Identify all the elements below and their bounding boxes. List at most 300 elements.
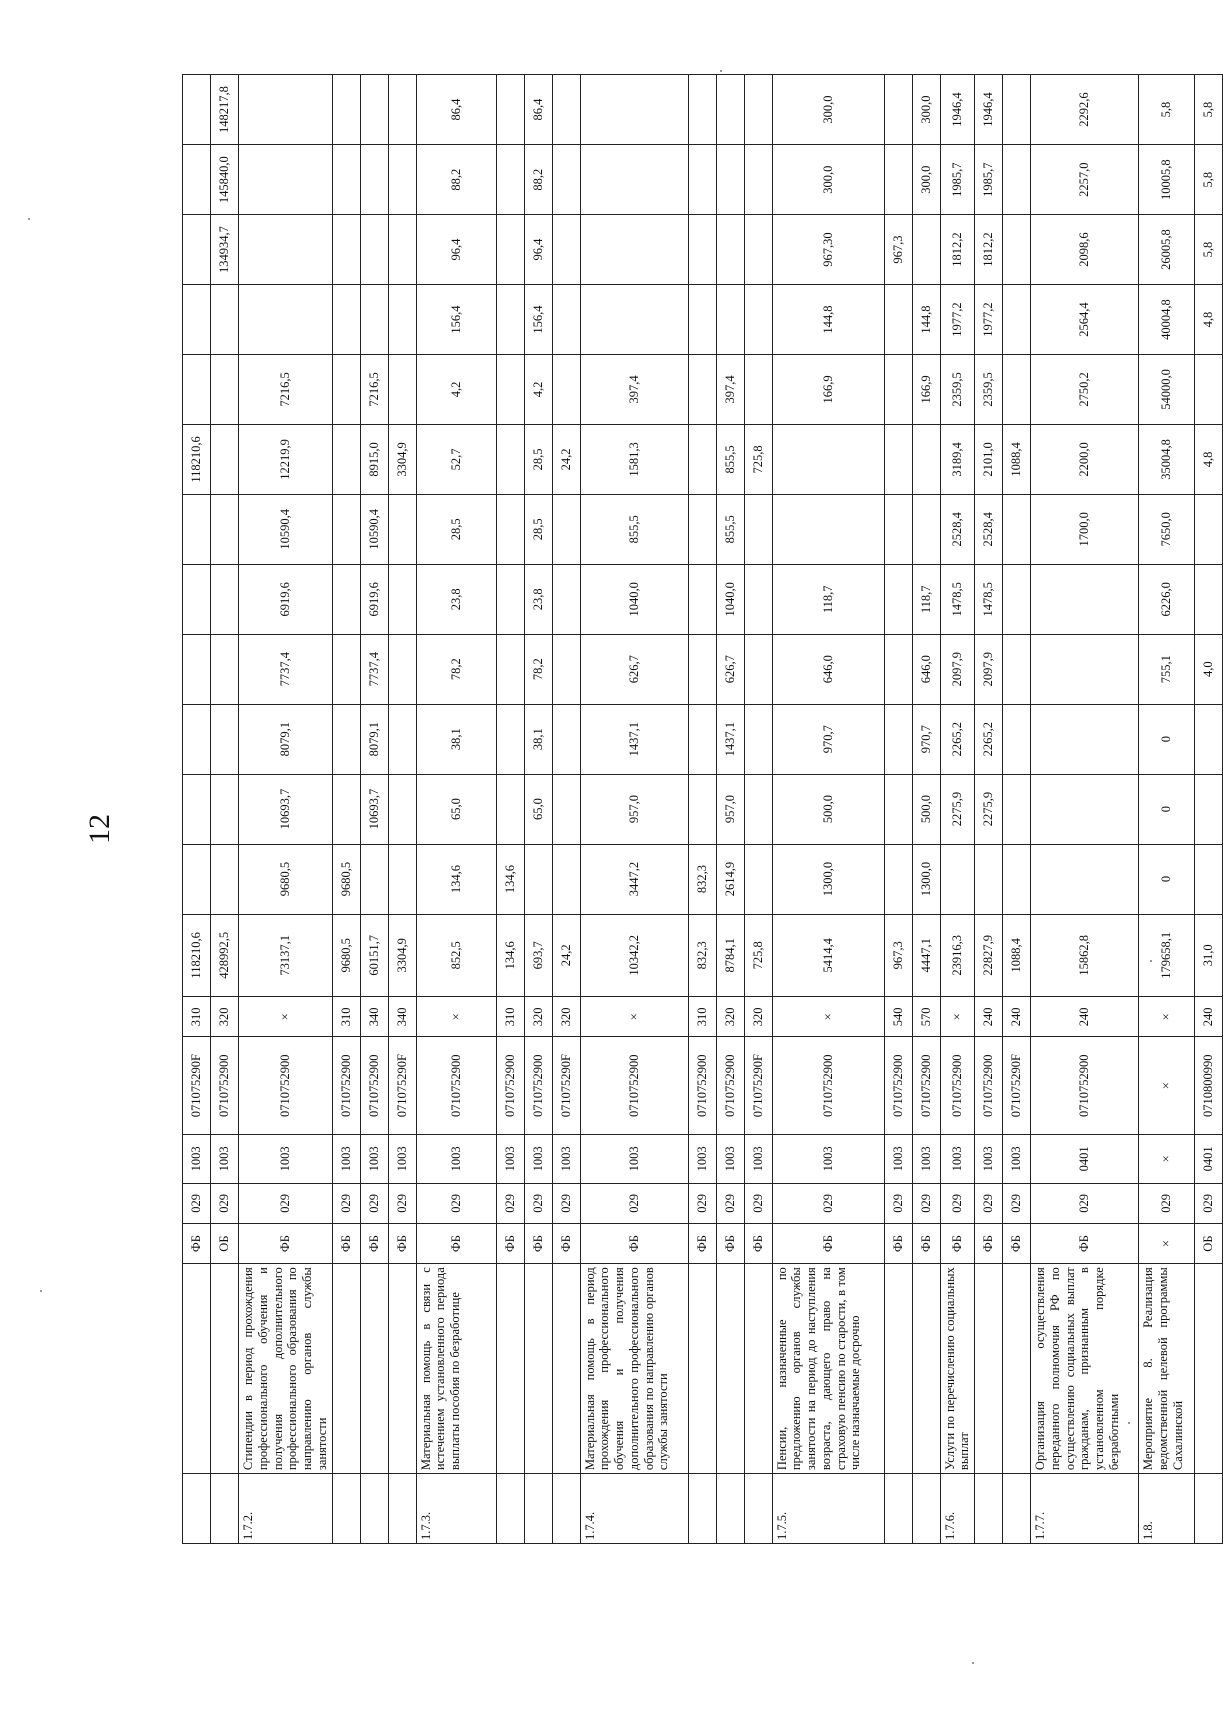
code-cell: 240 xyxy=(1003,997,1031,1037)
row-index-cell xyxy=(496,1474,524,1544)
code-cell: ФБ xyxy=(912,1223,940,1263)
year-value-cell xyxy=(211,355,239,425)
code-cell: 1003 xyxy=(912,1134,940,1183)
table-row xyxy=(1003,75,1031,1544)
year-value-cell: 2528,4 xyxy=(940,494,975,564)
year-value-cell xyxy=(716,145,744,215)
total-cell: 693,7 xyxy=(524,914,552,997)
year-value-cell xyxy=(688,704,716,774)
description-cell: Материальная помощь в период прохождения профессионального обучения и получения дополнительного профессионального образования по направлению органов службы занятости xyxy=(580,1264,688,1474)
year-value-cell: 4,2 xyxy=(416,355,496,425)
year-value-cell: 8079,1 xyxy=(360,704,388,774)
year-value-cell xyxy=(884,494,912,564)
code-cell: 029 xyxy=(884,1183,912,1223)
year-value-cell xyxy=(580,285,688,355)
year-value-cell: 4,2 xyxy=(524,355,552,425)
year-value-cell: 7216,5 xyxy=(360,355,388,425)
year-value-cell: 5,8 xyxy=(1195,75,1223,145)
table-row xyxy=(744,75,772,1544)
year-value-cell: 38,1 xyxy=(416,704,496,774)
year-value-cell: 8079,1 xyxy=(239,704,333,774)
code-cell: 0710752900 xyxy=(239,1037,333,1135)
year-value-cell: 2564,4 xyxy=(1031,285,1139,355)
year-value-cell: 2750,2 xyxy=(1031,355,1139,425)
year-value-cell xyxy=(239,145,333,215)
year-value-cell xyxy=(716,285,744,355)
description-cell xyxy=(183,1264,211,1474)
year-value-cell xyxy=(211,634,239,704)
year-value-cell: 957,0 xyxy=(580,774,688,844)
year-value-cell xyxy=(1003,634,1031,704)
year-value-cell: 4,8 xyxy=(1195,285,1223,355)
year-value-cell xyxy=(552,494,580,564)
year-value-cell: 24,2 xyxy=(552,424,580,494)
total-cell: 179658,1 xyxy=(1139,914,1195,997)
year-value-cell: 145840,0 xyxy=(211,145,239,215)
code-cell: × xyxy=(580,997,688,1037)
year-value-cell: 967,3 xyxy=(884,215,912,285)
code-cell: ФБ xyxy=(239,1223,333,1263)
row-index-cell: 1.7.3. xyxy=(416,1474,496,1544)
code-cell: 340 xyxy=(360,997,388,1037)
code-cell: ФБ xyxy=(940,1223,975,1263)
year-value-cell: 970,7 xyxy=(912,704,940,774)
code-cell: 029 xyxy=(416,1183,496,1223)
year-value-cell: 156,4 xyxy=(524,285,552,355)
year-value-cell xyxy=(1031,704,1139,774)
table-row xyxy=(239,75,333,1544)
description-cell xyxy=(388,1264,416,1474)
year-value-cell: 148217,8 xyxy=(211,75,239,145)
year-value-cell xyxy=(884,634,912,704)
row-index-cell xyxy=(211,1474,239,1544)
year-value-cell: 10590,4 xyxy=(239,494,333,564)
total-cell: 9680,5 xyxy=(332,914,360,997)
code-cell: 1003 xyxy=(1003,1134,1031,1183)
code-cell: 1003 xyxy=(580,1134,688,1183)
row-index-cell xyxy=(524,1474,552,1544)
year-value-cell: 118210,6 xyxy=(183,424,211,494)
code-cell: 320 xyxy=(552,997,580,1037)
year-value-cell xyxy=(552,355,580,425)
total-cell: 15862,8 xyxy=(1031,914,1139,997)
scan-speck xyxy=(720,70,722,72)
code-cell: 029 xyxy=(744,1183,772,1223)
year-value-cell xyxy=(360,145,388,215)
year-value-cell: 118,7 xyxy=(772,564,884,634)
code-cell: 0710752900 xyxy=(884,1037,912,1135)
year-value-cell: 7650,0 xyxy=(1139,494,1195,564)
code-cell: 029 xyxy=(716,1183,744,1223)
total-cell: 967,3 xyxy=(884,914,912,997)
year-value-cell: 7737,4 xyxy=(360,634,388,704)
year-value-cell: 1700,0 xyxy=(1031,494,1139,564)
year-value-cell: 54000,0 xyxy=(1139,355,1195,425)
year-value-cell: 166,9 xyxy=(912,355,940,425)
year-value-cell: 118,7 xyxy=(912,564,940,634)
year-value-cell: 500,0 xyxy=(912,774,940,844)
code-cell: 1003 xyxy=(211,1134,239,1183)
row-index-cell xyxy=(360,1474,388,1544)
year-value-cell xyxy=(183,215,211,285)
year-value-cell xyxy=(884,355,912,425)
code-cell: 310 xyxy=(496,997,524,1037)
year-value-cell: 3304,9 xyxy=(388,424,416,494)
year-value-cell: 7737,4 xyxy=(239,634,333,704)
total-cell: 73137,1 xyxy=(239,914,333,997)
year-value-cell xyxy=(388,75,416,145)
code-cell: 320 xyxy=(744,997,772,1037)
year-value-cell xyxy=(388,844,416,914)
year-value-cell: 2359,5 xyxy=(940,355,975,425)
year-value-cell: 967,30 xyxy=(772,215,884,285)
year-value-cell: 23,8 xyxy=(416,564,496,634)
year-value-cell: 1040,0 xyxy=(580,564,688,634)
year-value-cell: 134934,7 xyxy=(211,215,239,285)
scan-speck xyxy=(28,218,30,220)
code-cell: × xyxy=(1139,1037,1195,1135)
code-cell: 320 xyxy=(211,997,239,1037)
year-value-cell xyxy=(211,564,239,634)
row-index-cell xyxy=(912,1474,940,1544)
year-value-cell xyxy=(1003,564,1031,634)
year-value-cell xyxy=(688,215,716,285)
code-cell: 310 xyxy=(183,997,211,1037)
year-value-cell xyxy=(1003,145,1031,215)
rotated-budget-table xyxy=(182,74,1216,1544)
year-value-cell: 1300,0 xyxy=(772,844,884,914)
year-value-cell: 4,0 xyxy=(1195,634,1223,704)
total-cell: 31,0 xyxy=(1195,914,1223,997)
year-value-cell: 10693,7 xyxy=(360,774,388,844)
year-value-cell: 65,0 xyxy=(416,774,496,844)
year-value-cell: 1812,2 xyxy=(940,215,975,285)
year-value-cell: 12219,9 xyxy=(239,424,333,494)
description-cell xyxy=(524,1264,552,1474)
year-value-cell xyxy=(388,494,416,564)
year-value-cell: 0 xyxy=(1139,704,1195,774)
year-value-cell: 28,5 xyxy=(524,424,552,494)
year-value-cell xyxy=(884,844,912,914)
year-value-cell: 2097,9 xyxy=(940,634,975,704)
year-value-cell: 1300,0 xyxy=(912,844,940,914)
year-value-cell xyxy=(211,844,239,914)
year-value-cell: 2097,9 xyxy=(975,634,1003,704)
code-cell: 0710752900 xyxy=(524,1037,552,1135)
year-value-cell: 2257,0 xyxy=(1031,145,1139,215)
table-row xyxy=(332,75,360,1544)
year-value-cell xyxy=(183,355,211,425)
code-cell: 0710752900 xyxy=(496,1037,524,1135)
description-cell: Мероприятие 8. Реализация ведомственной целевой программы Сахалинской xyxy=(1139,1264,1195,1474)
year-value-cell: 2265,2 xyxy=(940,704,975,774)
description-cell: Услуги по перечислению социальных выплат xyxy=(940,1264,975,1474)
year-value-cell xyxy=(239,285,333,355)
year-value-cell xyxy=(688,355,716,425)
year-value-cell xyxy=(552,634,580,704)
year-value-cell xyxy=(332,564,360,634)
code-cell: 1003 xyxy=(552,1134,580,1183)
year-value-cell: 397,4 xyxy=(580,355,688,425)
year-value-cell: 23,8 xyxy=(524,564,552,634)
year-value-cell: 88,2 xyxy=(524,145,552,215)
year-value-cell xyxy=(183,285,211,355)
year-value-cell xyxy=(1031,634,1139,704)
year-value-cell: 3189,4 xyxy=(940,424,975,494)
code-cell: 071075290F xyxy=(744,1037,772,1135)
year-value-cell xyxy=(1195,564,1223,634)
year-value-cell xyxy=(884,704,912,774)
description-cell xyxy=(496,1264,524,1474)
row-index-cell xyxy=(975,1474,1003,1544)
total-cell: 3304,9 xyxy=(388,914,416,997)
year-value-cell: 144,8 xyxy=(912,285,940,355)
year-value-cell xyxy=(1003,494,1031,564)
code-cell: 1003 xyxy=(940,1134,975,1183)
code-cell: 570 xyxy=(912,997,940,1037)
year-value-cell: 646,0 xyxy=(772,634,884,704)
year-value-cell: 2265,2 xyxy=(975,704,1003,774)
code-cell: × xyxy=(772,997,884,1037)
year-value-cell: 626,7 xyxy=(580,634,688,704)
year-value-cell: 957,0 xyxy=(716,774,744,844)
year-value-cell: 646,0 xyxy=(912,634,940,704)
year-value-cell: 725,8 xyxy=(744,424,772,494)
year-value-cell xyxy=(1003,704,1031,774)
year-value-cell xyxy=(183,145,211,215)
year-value-cell xyxy=(884,424,912,494)
year-value-cell xyxy=(388,704,416,774)
year-value-cell: 1946,4 xyxy=(975,75,1003,145)
code-cell: 310 xyxy=(332,997,360,1037)
code-cell: 1003 xyxy=(524,1134,552,1183)
year-value-cell xyxy=(388,215,416,285)
description-cell: Стипендии в период прохождения профессионального обучения и получения дополнительного профессионального образования по направлению органов службы занятости xyxy=(239,1264,333,1474)
year-value-cell: 2614,9 xyxy=(716,844,744,914)
year-value-cell: 1812,2 xyxy=(975,215,1003,285)
code-cell: × xyxy=(940,997,975,1037)
code-cell: 029 xyxy=(1031,1183,1139,1223)
table-row xyxy=(716,75,744,1544)
table-row xyxy=(975,75,1003,1544)
year-value-cell xyxy=(332,634,360,704)
row-index-cell xyxy=(1003,1474,1031,1544)
description-cell: Пенсии, назначенные по предложению органов службы занятости на период до наступления возраста, дающего право на страховую пенсию по старости, в том числе назначаемые досрочно xyxy=(772,1264,884,1474)
code-cell: 320 xyxy=(716,997,744,1037)
code-cell: 0710800990 xyxy=(1195,1037,1223,1135)
year-value-cell xyxy=(580,145,688,215)
year-value-cell xyxy=(940,844,975,914)
page-number: 12 xyxy=(83,814,116,844)
code-cell: 071075290F xyxy=(183,1037,211,1135)
year-value-cell: 397,4 xyxy=(716,355,744,425)
table-row xyxy=(580,75,688,1544)
total-cell: 1088,4 xyxy=(1003,914,1031,997)
row-index-cell: 1.7.6. xyxy=(940,1474,975,1544)
code-cell: ФБ xyxy=(772,1223,884,1263)
code-cell: 1003 xyxy=(744,1134,772,1183)
year-value-cell xyxy=(1195,494,1223,564)
year-value-cell xyxy=(1031,774,1139,844)
year-value-cell: 86,4 xyxy=(524,75,552,145)
year-value-cell xyxy=(183,844,211,914)
row-index-cell: 1.7.5. xyxy=(772,1474,884,1544)
year-value-cell xyxy=(744,774,772,844)
code-cell: 029 xyxy=(239,1183,333,1223)
code-cell: 029 xyxy=(580,1183,688,1223)
total-cell: 5414,4 xyxy=(772,914,884,997)
year-value-cell xyxy=(1195,355,1223,425)
year-value-cell: 1977,2 xyxy=(940,285,975,355)
code-cell: ФБ xyxy=(716,1223,744,1263)
code-cell: × xyxy=(416,997,496,1037)
code-cell: ФБ xyxy=(688,1223,716,1263)
code-cell: 0710752900 xyxy=(940,1037,975,1135)
year-value-cell xyxy=(496,704,524,774)
year-value-cell xyxy=(1195,704,1223,774)
year-value-cell: 8915,0 xyxy=(360,424,388,494)
row-index-cell: 1.8. xyxy=(1139,1474,1195,1544)
year-value-cell: 38,1 xyxy=(524,704,552,774)
code-cell: 071075290F xyxy=(388,1037,416,1135)
code-cell: 0710752900 xyxy=(716,1037,744,1135)
code-cell: 1003 xyxy=(183,1134,211,1183)
year-value-cell xyxy=(552,564,580,634)
code-cell: ФБ xyxy=(1003,1223,1031,1263)
year-value-cell: 1437,1 xyxy=(580,704,688,774)
row-index-cell xyxy=(388,1474,416,1544)
year-value-cell: 2292,6 xyxy=(1031,75,1139,145)
year-value-cell xyxy=(1003,355,1031,425)
year-value-cell xyxy=(580,75,688,145)
year-value-cell: 3447,2 xyxy=(580,844,688,914)
year-value-cell: 40004,8 xyxy=(1139,285,1195,355)
total-cell: 832,3 xyxy=(688,914,716,997)
year-value-cell xyxy=(332,355,360,425)
year-value-cell xyxy=(211,285,239,355)
year-value-cell xyxy=(688,75,716,145)
year-value-cell xyxy=(496,494,524,564)
code-cell: ФБ xyxy=(1031,1223,1139,1263)
year-value-cell xyxy=(332,75,360,145)
year-value-cell: 2098,6 xyxy=(1031,215,1139,285)
description-cell xyxy=(912,1264,940,1474)
table-row xyxy=(360,75,388,1544)
year-value-cell xyxy=(360,285,388,355)
table-body xyxy=(183,75,1223,1544)
table-row xyxy=(416,75,496,1544)
code-cell: ФБ xyxy=(552,1223,580,1263)
description-cell xyxy=(975,1264,1003,1474)
year-value-cell: 7216,5 xyxy=(239,355,333,425)
year-value-cell: 1040,0 xyxy=(716,564,744,634)
year-value-cell xyxy=(552,844,580,914)
description-cell xyxy=(716,1264,744,1474)
table-row xyxy=(940,75,975,1544)
year-value-cell xyxy=(744,564,772,634)
code-cell: 1003 xyxy=(416,1134,496,1183)
year-value-cell: 1977,2 xyxy=(975,285,1003,355)
total-cell: 60151,7 xyxy=(360,914,388,997)
code-cell: 1003 xyxy=(688,1134,716,1183)
year-value-cell: 35004,8 xyxy=(1139,424,1195,494)
year-value-cell xyxy=(552,215,580,285)
total-cell: 24,2 xyxy=(552,914,580,997)
code-cell: 029 xyxy=(1139,1183,1195,1223)
year-value-cell xyxy=(332,774,360,844)
row-index-cell xyxy=(884,1474,912,1544)
year-value-cell: 10693,7 xyxy=(239,774,333,844)
table-row xyxy=(772,75,884,1544)
year-value-cell xyxy=(388,564,416,634)
year-value-cell xyxy=(744,355,772,425)
year-value-cell xyxy=(496,145,524,215)
table-row xyxy=(1195,75,1223,1544)
year-value-cell: 1985,7 xyxy=(940,145,975,215)
row-index-cell xyxy=(183,1474,211,1544)
total-cell: 725,8 xyxy=(744,914,772,997)
year-value-cell xyxy=(1003,285,1031,355)
code-cell: 029 xyxy=(183,1183,211,1223)
code-cell: 540 xyxy=(884,997,912,1037)
row-index-cell xyxy=(716,1474,744,1544)
budget-table xyxy=(182,74,1223,1544)
year-value-cell: 78,2 xyxy=(416,634,496,704)
description-cell: Организация осуществления переданного полномочия РФ по осуществлению социальных выплат гражданам, признанным в установленном порядке безработными xyxy=(1031,1264,1139,1474)
year-value-cell: 26005,8 xyxy=(1139,215,1195,285)
code-cell: 240 xyxy=(1195,997,1223,1037)
year-value-cell xyxy=(552,75,580,145)
year-value-cell xyxy=(496,285,524,355)
year-value-cell xyxy=(211,704,239,774)
year-value-cell xyxy=(688,285,716,355)
table-row xyxy=(524,75,552,1544)
year-value-cell xyxy=(388,634,416,704)
total-cell: 22827,9 xyxy=(975,914,1003,997)
year-value-cell: 2200,0 xyxy=(1031,424,1139,494)
year-value-cell xyxy=(744,75,772,145)
year-value-cell: 96,4 xyxy=(416,215,496,285)
code-cell: ОБ xyxy=(211,1223,239,1263)
year-value-cell: 28,5 xyxy=(524,494,552,564)
code-cell: 0710752900 xyxy=(975,1037,1003,1135)
year-value-cell: 300,0 xyxy=(772,75,884,145)
year-value-cell xyxy=(332,215,360,285)
year-value-cell: 78,2 xyxy=(524,634,552,704)
code-cell: 1003 xyxy=(975,1134,1003,1183)
year-value-cell xyxy=(744,145,772,215)
year-value-cell xyxy=(360,75,388,145)
year-value-cell: 300,0 xyxy=(772,145,884,215)
year-value-cell xyxy=(388,285,416,355)
row-index-cell xyxy=(332,1474,360,1544)
year-value-cell: 96,4 xyxy=(524,215,552,285)
year-value-cell xyxy=(332,704,360,774)
year-value-cell xyxy=(211,774,239,844)
year-value-cell xyxy=(1195,844,1223,914)
year-value-cell xyxy=(183,634,211,704)
code-cell: 029 xyxy=(772,1183,884,1223)
table-row xyxy=(1139,75,1195,1544)
code-cell: ФБ xyxy=(416,1223,496,1263)
year-value-cell xyxy=(552,704,580,774)
code-cell: 029 xyxy=(360,1183,388,1223)
code-cell: 029 xyxy=(975,1183,1003,1223)
year-value-cell: 1946,4 xyxy=(940,75,975,145)
year-value-cell: 5,8 xyxy=(1195,145,1223,215)
year-value-cell: 1478,5 xyxy=(975,564,1003,634)
description-cell xyxy=(552,1264,580,1474)
